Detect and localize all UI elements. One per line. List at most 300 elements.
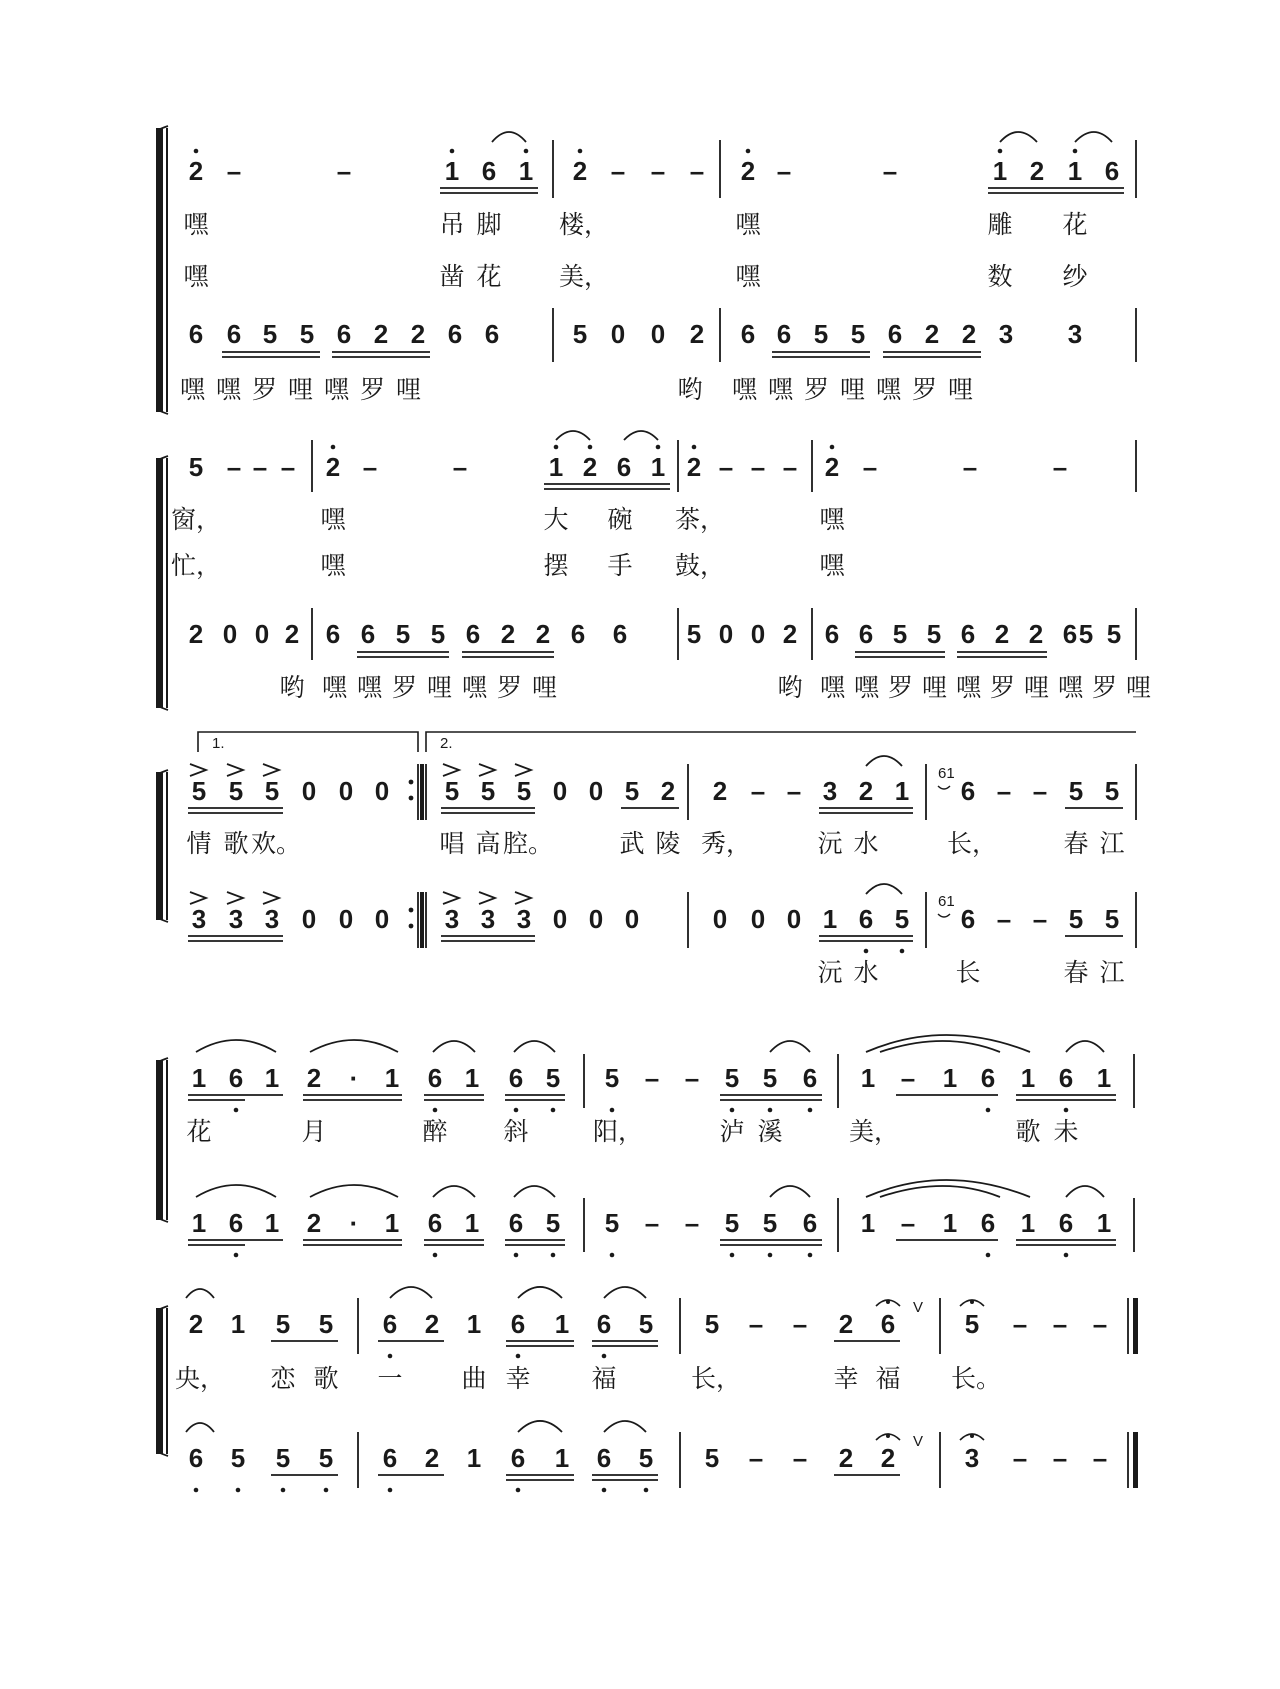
note: · [349,1208,359,1238]
lyric: 福 [875,1364,901,1393]
note: 6 [612,619,628,649]
lyric: 茶， [674,505,726,534]
octave-dot [830,445,835,450]
lyric: 春 [1063,829,1089,858]
note: – [750,776,766,806]
note: 5 [724,1208,740,1238]
note: – [996,776,1012,806]
note: 6 [824,619,840,649]
lyric: 水 [853,958,879,987]
note: 5 [318,1309,334,1339]
note: – [1092,1309,1108,1339]
note: 6 [858,904,874,934]
slurs [186,1287,646,1298]
slurs [196,1035,1104,1052]
note: 6 [325,619,341,649]
lyric: 秀， [700,829,752,858]
lyric: 未 [1053,1117,1079,1146]
repeat-bar [420,764,424,820]
note: 1 [992,156,1008,186]
note: 6 [336,319,352,349]
octave-dot [768,1253,773,1258]
lyric: 美， [558,262,610,291]
staff-upper [189,132,1124,193]
octave-dot [388,1488,393,1493]
note: 1 [1067,156,1083,186]
octave-dot [610,1108,615,1113]
note: 6 [980,1063,996,1093]
note: – [684,1063,700,1093]
note: 6 [510,1309,526,1339]
score-system-4 [156,1035,1134,1257]
octave-dot [194,1488,199,1493]
note: 6 [802,1063,818,1093]
staff-upper [188,756,1123,813]
lyric: 武 [619,829,645,858]
note: 6 [887,319,903,349]
octave-dot [234,1253,239,1258]
lyric: 楼， [558,210,610,239]
note: 1 [264,1208,280,1238]
accents [190,892,531,904]
note: 5 [395,619,411,649]
note: 3 [228,904,244,934]
octave-dot [610,1253,615,1258]
octave-dot [578,149,583,154]
note: 0 [718,619,734,649]
staff-lower [188,1180,1116,1257]
note: 5 [444,776,460,806]
note: 6 [1062,619,1078,649]
system-bracket [166,772,168,920]
fermata-dot [886,1434,890,1438]
final-barline [1133,1298,1138,1354]
note: 2 [424,1309,440,1339]
lyric: 欢。 [250,829,302,858]
octave-dot [554,445,559,450]
score-system-3 [156,732,1136,987]
repeat-dot [409,924,414,929]
slurs [196,1180,1104,1197]
note: 0 [338,904,354,934]
note: 3 [1067,319,1083,349]
note: – [782,452,798,482]
note: 1 [264,1063,280,1093]
note: 0 [222,619,238,649]
octave-dot [514,1253,519,1258]
note: – [226,452,242,482]
note: 2 [188,1309,204,1339]
lyric: 脚 [476,210,502,239]
octave-dot [730,1108,735,1113]
lyric-phrase: 哟 [677,375,703,404]
note: 5 [318,1443,334,1473]
lyric: 嘿 [819,551,845,580]
note: 6 [481,156,497,186]
note: 2 [306,1063,322,1093]
fermata-arcs [876,1300,984,1306]
note: 1 [860,1063,876,1093]
note: 1 [942,1063,958,1093]
note: 5 [264,776,280,806]
note: 6 [570,619,586,649]
octave-dot [768,1108,773,1113]
note: 5 [604,1063,620,1093]
note: 2 [712,776,728,806]
note: 2 [535,619,551,649]
note: 6 [776,319,792,349]
note: 1 [1096,1063,1112,1093]
note: 5 [964,1309,980,1339]
note: 2 [188,619,204,649]
grace-slur [938,786,950,789]
note: – [718,452,734,482]
beam-lines [440,188,1124,193]
slurs [492,132,1112,142]
fermata-dot [970,1434,974,1438]
note: 1 [942,1208,958,1238]
lyric-phrase: 嘿嘿罗哩嘿罗哩 [180,375,433,404]
lyric: 花 [476,262,502,291]
octave-dot [986,1108,991,1113]
octave-dot [656,445,661,450]
note: 0 [338,776,354,806]
note: 5 [1068,776,1084,806]
note: 2 [1028,619,1044,649]
octave-dot [808,1253,813,1258]
lyric: 幸 [505,1364,531,1393]
note: – [786,776,802,806]
note: 5 [228,776,244,806]
octave-dot [864,949,869,954]
score-system-1 [156,126,1136,414]
note: 6 [382,1309,398,1339]
note: – [962,452,978,482]
note: 0 [624,904,640,934]
lyric: 花 [1062,210,1088,239]
note: 6 [188,1443,204,1473]
beam-lines [222,352,981,357]
lyric: 阳， [592,1117,644,1146]
note: – [792,1309,808,1339]
octave-dot [602,1488,607,1493]
octave-dot [644,1488,649,1493]
octave-dot [433,1108,438,1113]
note: 5 [516,776,532,806]
note: 6 [596,1309,612,1339]
lyric: 嘿 [735,210,761,239]
note: 1 [822,904,838,934]
note: – [900,1208,916,1238]
note: 5 [686,619,702,649]
note: 5 [1104,776,1120,806]
note: 6 [188,319,204,349]
note: – [280,452,296,482]
lyric: 陵 [655,829,681,858]
note: 5 [545,1063,561,1093]
note: – [1092,1443,1108,1473]
note: 6 [427,1063,443,1093]
lyric: 雕 [987,210,1013,239]
note: 1 [464,1063,480,1093]
staff-upper [188,1035,1116,1112]
slurs [556,431,658,440]
note: 3 [998,319,1014,349]
breath-mark: V [912,1299,924,1316]
octave-dot [551,1253,556,1258]
note: 3 [444,904,460,934]
lyric: 大 [543,505,569,534]
note: 5 [430,619,446,649]
note: 2 [410,319,426,349]
note: – [900,1063,916,1093]
note: 5 [604,1208,620,1238]
system-bracket [156,1060,163,1220]
score-system-5 [156,1287,1138,1492]
system-bracket [166,1308,168,1454]
lyric: 嘿 [183,210,209,239]
lyric: 歌 [313,1364,339,1393]
octave-dot [1073,149,1078,154]
lyric: 凿 [439,262,465,291]
repeat-dot [409,908,414,913]
note: 3 [264,904,280,934]
note: 0 [650,319,666,349]
note: 5 [813,319,829,349]
lyrics-verse1 [171,505,846,534]
note: – [1032,904,1048,934]
system-bracket [166,128,168,412]
lyric: 唱 [439,829,465,858]
lyric: 忙， [170,551,222,580]
system-bracket [156,1308,163,1454]
note: 3 [964,1443,980,1473]
note: 1 [554,1309,570,1339]
barlines [584,1054,1134,1252]
note: 2 [961,319,977,349]
note: 6 [484,319,500,349]
system-bracket [166,458,168,708]
note: 5 [275,1309,291,1339]
lyric: 泸 [719,1117,745,1146]
note: 5 [892,619,908,649]
note: 0 [254,619,270,649]
accents [190,764,531,776]
beam-lines [188,808,1123,813]
note: 1 [444,156,460,186]
note: 5 [262,319,278,349]
slurs [186,1421,646,1432]
note: 2 [686,452,702,482]
note: 0 [301,776,317,806]
lyric: 长， [946,829,998,858]
note: 2 [582,452,598,482]
note: – [362,452,378,482]
lyric: 幸 [833,1364,859,1393]
lyric: 春 [1063,958,1089,987]
note: 5 [724,1063,740,1093]
note: 2 [858,776,874,806]
lyrics-verse1 [183,210,1087,239]
barlines [553,140,1136,362]
lyric: 月 [301,1117,327,1146]
note: 2 [924,319,940,349]
note: 6 [740,319,756,349]
note: 5 [894,904,910,934]
note: 5 [638,1443,654,1473]
note: – [748,1309,764,1339]
note: 0 [552,776,568,806]
note: – [1052,1309,1068,1339]
lyric: 溪 [757,1117,783,1146]
note: – [689,156,705,186]
note: 2 [689,319,705,349]
note: 5 [638,1309,654,1339]
note: 5 [624,776,640,806]
note: 2 [188,156,204,186]
octave-dot [730,1253,735,1258]
lyric: 嘿 [735,262,761,291]
lyric: 央， [174,1364,226,1393]
lyrics [175,1364,1001,1393]
note: 2 [782,619,798,649]
note: 5 [545,1208,561,1238]
lyric: 歌 [223,829,249,858]
octave-dot [388,1354,393,1359]
octave-dot [808,1108,813,1113]
beam-lines [188,1240,1116,1245]
note: 6 [980,1208,996,1238]
octave-dot [900,949,905,954]
slurs [866,884,902,894]
note: 6 [880,1309,896,1339]
fermata-dot [886,1300,890,1304]
lyric-phrase: 嘿嘿罗哩嘿罗哩 [732,375,985,404]
octave-dot [450,149,455,154]
lyric: 江 [1099,958,1125,987]
lyric: 花 [186,1117,212,1146]
octave-dot [551,1108,556,1113]
note: 1 [384,1208,400,1238]
note: 1 [466,1309,482,1339]
note: – [252,452,268,482]
note: 0 [610,319,626,349]
system-bracket [156,458,163,708]
staff-lower [188,884,1123,953]
beam-lines [544,484,670,489]
note: – [776,156,792,186]
note: 5 [1068,904,1084,934]
volta-brackets [198,732,1136,752]
note: 6 [1104,156,1120,186]
note: 2 [1029,156,1045,186]
note: 5 [1106,619,1122,649]
lyrics-verse2 [171,551,846,580]
lyrics-verse2 [183,262,1088,291]
note: 3 [516,904,532,934]
octave-dot [324,1488,329,1493]
note: – [750,452,766,482]
beam-lines [188,1095,1116,1100]
note: 2 [325,452,341,482]
note: – [610,156,626,186]
octave-dot [281,1488,286,1493]
note: 5 [275,1443,291,1473]
note: 6 [226,319,242,349]
octave-dot [986,1253,991,1258]
note: 0 [552,904,568,934]
lyric: 情 [186,829,212,858]
lower-lyrics [180,375,984,404]
note: 2 [838,1443,854,1473]
note: 5 [230,1443,246,1473]
octave-dot [516,1354,521,1359]
note: 6 [960,776,976,806]
grace-slur [938,914,950,917]
repeat-dot [409,796,414,801]
note: 0 [301,904,317,934]
note: 5 [1078,619,1094,649]
lyric-phrase: 哟 [279,673,305,702]
note: 2 [572,156,588,186]
octave-dot [524,149,529,154]
note: 5 [299,319,315,349]
note: 6 [228,1208,244,1238]
note: – [1012,1309,1028,1339]
staff-lower [189,619,1121,657]
note: 2 [660,776,676,806]
lyric: 嘿 [320,505,346,534]
note: 1 [518,156,534,186]
fermata-arcs [876,1434,984,1440]
note: 5 [762,1063,778,1093]
note: 5 [188,452,204,482]
note: 3 [480,904,496,934]
lyric: 手 [607,551,633,580]
lyric: 吊 [439,210,465,239]
note: 0 [374,904,390,934]
note: 6 [508,1063,524,1093]
note: 1 [894,776,910,806]
breath-mark: V [912,1433,924,1450]
note: 1 [548,452,564,482]
note: 6 [360,619,376,649]
note: 2 [994,619,1010,649]
beam-lines [188,936,1123,941]
beam-lines [271,1475,900,1480]
staff-lower [189,319,1082,357]
note: 3 [822,776,838,806]
octave-dot [998,149,1003,154]
note: 1 [1096,1208,1112,1238]
lyric: 福 [591,1364,617,1393]
note: 0 [712,904,728,934]
octave-dot [234,1108,239,1113]
beam-lines [357,652,1047,657]
lyric: 纱 [1062,262,1088,291]
system-bracket [156,128,163,412]
note: – [684,1208,700,1238]
lyric: 腔。 [502,829,554,858]
note: 0 [374,776,390,806]
octave-dot [433,1253,438,1258]
note: 1 [230,1309,246,1339]
octave-dot [1064,1108,1069,1113]
lyrics [186,1117,1078,1146]
lyric: 斜 [503,1117,529,1146]
note: 2 [838,1309,854,1339]
lyric: 美， [848,1117,900,1146]
